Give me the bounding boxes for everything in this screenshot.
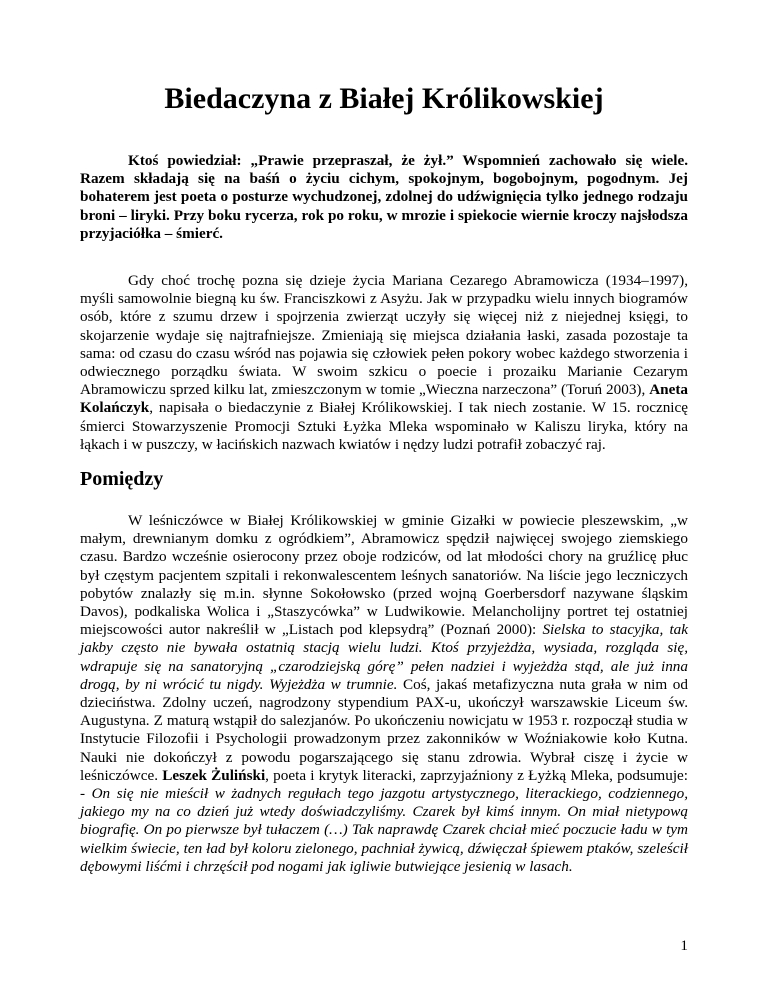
author-name-zulinski: Leszek Żuliński [162, 766, 266, 784]
intro-text-a: Gdy choć trochę pozna się dzieje życia Mariana Cezarego Abramowicza (1934–1997), myśli samowolnie biegną ku św. Franciszkowi z Asyżu. Jak w przypadku wielu innych biogramów osób, które z szumu drzew i spojrzenia zwierząt uczyły się więcej niż z niejednej księgi, to skojarzenie wydaje się najtrafniejsze. Zmieniają się miejsca działania łaski, zasada pozostaje ta sama: od czasu do czasu wśród nas pojawia się człowiek pełen pokory wobec każdego stworzenia i odwiecznego porządku świata. W swoim szkicu o poecie i prozaiku Marianie Cezarym Abramowiczu sprzed kilku lat, zmieszczonym w tomie „Wieczna narzeczona” (Toruń 2003), [80, 272, 688, 399]
section-text-b: Coś, jakaś metafizyczna nuta grała w nim od dzieciństwa. Zdolny uczeń, nagrodzony stypendium PAX-u, ukończył warszawskie Liceum św. Augustyna. Z maturą wstąpił do salezjanów. Po ukończeniu nowicjatu w 1953 r. rozpoczął studia w Instytucie Filozofii i Psychologii prowadzonym przez zakonników w Woźniakowie koło Kutna. Nauki nie dokończył z powodu pogarszającego się stanu zdrowia. Wybrał ciszę i życie w leśniczówce. [80, 675, 688, 784]
section-text-c: , poeta i krytyk literacki, zaprzyjaźniony z Łyżką Mleka, podsumuje: - [80, 766, 689, 803]
document-title: Biedaczyna z Białej Królikowskiej [164, 82, 604, 115]
section-text-a: W leśniczówce w Białej Królikowskiej w gminie Gizałki w powiecie pleszewskim, „w małym, drewnianym domku z ogródkiem”, Abramowicz spędził najwięcej swojego ziemskiego czasu. Bardzo wcześnie osierocony przez oboje rodziców, od lat młodości chory na gruźlicę płuc był częstym pacjentem szpitali i rekonwalescentem leśnych sanatoriów. Na liście jego leczniczych pobytów znalazły się m.in. słynne Sokołowsko (przed wojną Goerbersdorf nazywane śląskim Davos), podkaliska Wolica i „Staszycówka” w Ludwikowie. Melancholijny portret tej ostatniej miejscowości autor nakreślił w „Listach pod klepsydrą” (Poznań 2000): [80, 512, 688, 639]
page-number: 1 [680, 937, 688, 954]
author-name-kolanczyk: Aneta Kolańczyk [80, 381, 688, 417]
intro-text-b: , napisała o biedaczynie z Białej Królikowskiej. I tak niech zostanie. W 15. rocznicę śmierci Stowarzyszenie Promocji Sztuki Łyżka Mleka wspominało w Kaliszu liryka, który na łąkach i w puszczy, w łacińskich nazwach kwiatów i nędzy ludzi potrafił zobaczyć raj. [80, 399, 688, 453]
section-heading: Pomiędzy [80, 468, 164, 490]
intro-paragraph [80, 272, 688, 454]
document-page [80, 0, 688, 994]
quote-zulinski: On się nie mieścił w żadnych regułach tego jazgotu artystycznego, literackiego, codziennego, jakiego my na co dzień już wtedy doświadczyliśmy. Czarek był kimś innym. On miał nietypową biografię. On po pierwsze był tułaczem (…) Tak naprawdę Czarek chciał mieć poczucie ładu w tym wielkim świecie, ten ład był koloru zielonego, pachniał żywicą, dźwięczał śpiewem ptaków, szeleścił dębowymi liśćmi i chrzęścił pod nogami jak igliwie butwiejące jesienią w lasach. [80, 785, 688, 875]
section-paragraph [80, 512, 688, 876]
quote-listy-pod-klepsydra: Sielska to stacyjka, tak jakby często nie bywała ostatnią stacją wielu ludzi. Ktoś przyjeżdża, wysiada, rozgląda się, wdrapuje się na sanatoryjną „czarodziejską górę” pełen nadziei i wyjeżdża stąd, ale już inna drogą, by ni wrócić tu nigdy. Wyjeżdża w trumnie. [80, 621, 688, 693]
lead-paragraph: Ktoś powiedział: „Prawie przepraszał, że żył.” Wspomnień zachowało się wiele. Razem składają się na baśń o życiu cichym, spokojnym, bogobojnym, pogodnym. Jej bohaterem jest poeta o posturze wychudzonej, zdolnej do udźwignięcia tylko jednego rodzaju broni – liryki. Przy boku rycerza, rok po roku, w mrozie i spiekocie wiernie kroczy najsłodsza przyjaciółka – śmierć. [80, 152, 688, 242]
